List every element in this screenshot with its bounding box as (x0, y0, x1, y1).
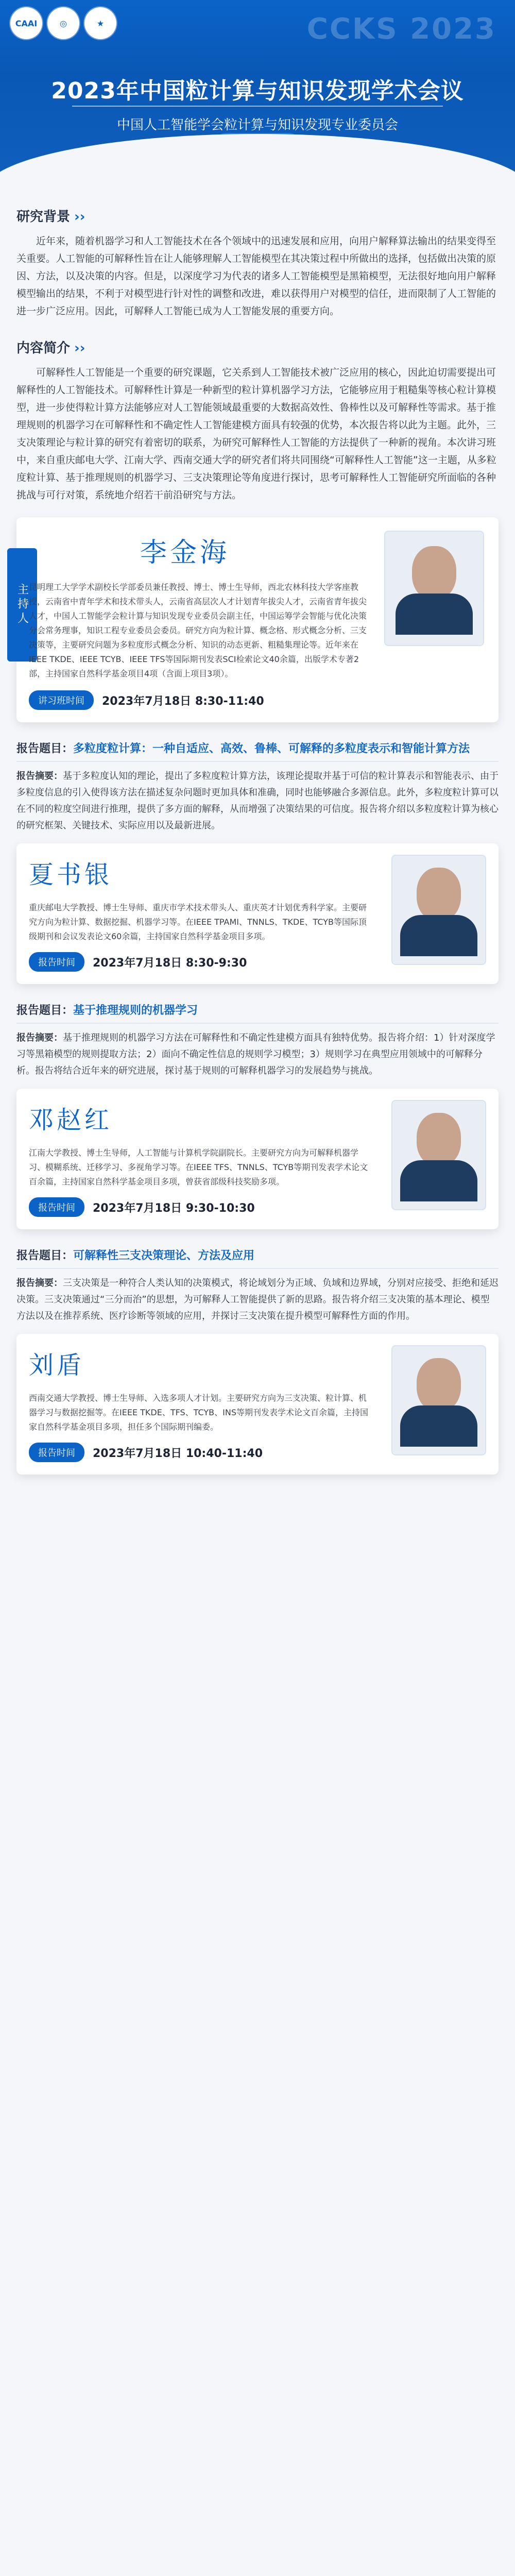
time-label: 报告时间 (29, 1443, 84, 1462)
summary-text: 基于推理规则的机器学习方法在可解释性和不确定性建模方面具有独特优势。报告将介绍：1）针对深度学习等黑箱模型的规则提取方法；2）面向不确定性信息的规则学习模型；3）规则学习在典型应用领域中的可解释分析。报告将结合近年来的研究进展，探讨基于规则的可解释机器学习的发展趋势与挑战。 (16, 1032, 495, 1076)
background-title: 研究背景 (16, 209, 71, 225)
summary-text: 三支决策是一种符合人类认知的决策模式，将论域划分为正域、负域和边界域，分别对应接受、拒绝和延迟决策。三支决策通过“三分而治”的思想，为可解释人工智能提供了新的思路。报告将介绍三支决策的基本理论、模型方法以及在推荐系统、医疗诊断等领域的应用，并探讨三支决策在提升模型可解释性方面的作用。 (16, 1278, 499, 1321)
divider (16, 1268, 499, 1269)
institution-logo-2 (47, 7, 79, 39)
year-watermark: CCKS 2023 (306, 12, 496, 46)
report-time: 2023年7月18日 10:40-11:40 (93, 1447, 263, 1460)
speaker-card (16, 1089, 499, 1229)
title-divider (72, 106, 443, 107)
content-title: 内容简介 (16, 341, 71, 356)
speaker-name: 刘盾 (29, 1351, 85, 1380)
report-title (16, 1247, 499, 1263)
time-label: 报告时间 (29, 1197, 84, 1217)
summary-label: 报告摘要： (16, 1032, 63, 1043)
report-topic: 基于推理规则的机器学习 (73, 1004, 198, 1017)
logo-text: ★ (96, 18, 105, 28)
report-2 (16, 1002, 499, 1229)
report-title-prefix: 报告题目： (16, 1004, 74, 1017)
report-topic: 多粒度粒计算：一种自适应、高效、鲁棒、可解释的多粒度表示和智能计算方法 (73, 742, 470, 755)
content-text: 可解释性人工智能是一个重要的研究课题，它关系到人工智能技术被广泛应用的核心，因此迫切需要提出可解释性的人工智能技术。可解释性计算是一种新型的粒计算机器学习方法，它能够应用于粗糙集等核心粒计算模型，进一步使得粒计算方法能够应对人工智能领域最重要的大数据高效性、鲁棒性以及可解释性等需求。基于推理规则的机器学习在可解释性和不确定性人工智能建模方面具有较强的优势，本次报告将以此为主题。此外，三支决策理论与粒计算的研究有着密切的联系，为研究可解释性人工智能的方法提供了一种新的视角。本次讲习班中，来自重庆邮电大学、江南大学、西南交通大学的研究者们将共同围绕“可解释性人工智能”这一主题，从多粒度粒计算、基于推理规则的机器学习、三支决策理论等角度进行探讨，思考可解释性人工智能研究所面临的各种挑战与可行对策，系统地介绍若干前沿研究与方法。 (16, 367, 496, 501)
header-banner (0, 0, 515, 185)
speaker-name: 邓赵红 (29, 1106, 113, 1134)
logo-text: ◎ (60, 18, 67, 28)
report-3 (16, 1247, 499, 1475)
chevron-right-icon: ›› (74, 209, 85, 225)
report-time: 2023年7月18日 8:30-9:30 (93, 956, 247, 970)
caai-logo (10, 7, 42, 39)
speaker-name: 夏书银 (29, 860, 113, 889)
host-tag: 主持人 (7, 548, 37, 662)
summary-label: 报告摘要： (16, 771, 63, 782)
speaker-bio: 西南交通大学教授、博士生导师、入选多项人才计划。主要研究方向为三支决策、粒计算、机器学习与数据挖掘等。在IEEE TKDE、TFS、TCYB、INS等期刊发表学术论文百余篇，主持国家自然科学基金项目多项，担任多个国际期刊编委。 (29, 1393, 369, 1432)
time-label: 讲习班时间 (29, 690, 94, 710)
time-label: 报告时间 (29, 952, 84, 972)
section-title (16, 206, 499, 225)
logo-text: CAAI (15, 18, 38, 28)
organizer: 中国人工智能学会粒计算与知识发现专业委员会 (116, 117, 398, 133)
host-bio: 昆明理工大学学术副校长学部委员兼任教授、博士、博士生导师，西北农林科技大学客座教授，云南省中青年学术和技术带头人，云南省高层次人才计划青年拔尖人才，云南省青年拔尖人才，中国人工智能学会粒计算与知识发现专业委员会副主任，中国运筹学会智能与优化决策分会常务理事，知识工程专业委员会委员。研究方向为粒计算、概念格、形式概念分析、三支决策等，主要研究问题为多粒度形式概念分析、知识的动态更新、粗糙集理论等。近年来在IEEE TKDE、IEEE TCYB、IEEE TFS等国际期刊发表SCI检索论文40余篇，出版学术专著2部，主持国家自然科学基金项目4项（含面上项目3项）。 (29, 582, 367, 679)
background-section (16, 185, 499, 320)
speaker-bio: 重庆邮电大学教授、博士生导师、重庆市学术技术带头人、重庆英才计划优秀科学家。主要研究方向为粒计算、数据挖掘、机器学习等。在IEEE TPAMI、TNNLS、TKDE、TCYB等国际顶级期刊和会议发表论文60余篇，主持国家自然科学基金项目多项。 (29, 903, 367, 941)
report-title-prefix: 报告题目： (16, 1249, 74, 1262)
background-text: 近年来，随着机器学习和人工智能技术在各个领域中的迅速发展和应用，向用户解释算法输出的结果变得至关重要。人工智能的可解释性旨在让人能够理解人工智能模型在其决策过程中所做出的选择，包括做出决策的原因、方法，以及决策的内容。但是，以深度学习为代表的诸多人工智能模型是黑箱模型，无法很好地向用户解释模型输出的结果，不利于对模型进行针对性的调整和改进，难以获得用户对模型的信任，进而限制了人工智能的进一步广泛应用。因此，可解释人工智能已成为人工智能发展的重要方向。 (16, 235, 496, 317)
summary-label: 报告摘要： (16, 1278, 63, 1289)
divider (16, 1023, 499, 1024)
conference-title: 2023年中国粒计算与知识发现学术会议 (51, 78, 464, 104)
speaker-card (16, 1334, 499, 1475)
report-title (16, 740, 499, 756)
report-summary (16, 768, 499, 834)
speaker-card (16, 843, 499, 984)
report-1 (16, 740, 499, 984)
session-time: 2023年7月18日 8:30-11:40 (102, 694, 264, 708)
report-summary (16, 1275, 499, 1325)
divider (16, 761, 499, 762)
host-name: 李金海 (140, 537, 230, 568)
institution-logo-3 (84, 7, 116, 39)
section-title (16, 337, 499, 357)
host-time-row (29, 690, 486, 710)
summary-text: 基于多粒度认知的理论，提出了多粒度粒计算方法，该理论提取并基于可信的粒计算表示和智能表示、由于多粒度信息的引入使得该方法在描述复杂问题时更加具体和准确，同时也能够融合多源信息。此外，多粒度粒计算可以在不同的粒度空间进行推理，提供了多方面的解释，从而增强了决策结果的可信度。报告将介绍以多粒度粒计算为核心的研究框架、关键技术、实际应用以及最新进展。 (16, 771, 499, 831)
report-title (16, 1002, 499, 1018)
logos (10, 7, 116, 39)
speaker-bio: 江南大学教授、博士生导师，人工智能与计算机学院副院长。主要研究方向为可解释机器学习、模糊系统、迁移学习、多视角学习等。在IEEE TFS、TNNLS、TCYB等期刊发表学术论文百余篇，主持国家自然科学基金项目多项，曾获省部级科技奖励多项。 (29, 1148, 368, 1187)
content-section (16, 320, 499, 504)
report-time: 2023年7月18日 9:30-10:30 (93, 1201, 255, 1215)
report-summary (16, 1030, 499, 1079)
host-card (16, 517, 499, 722)
chevron-right-icon: ›› (74, 341, 85, 356)
report-topic: 可解释性三支决策理论、方法及应用 (73, 1249, 255, 1262)
report-title-prefix: 报告题目： (16, 742, 74, 755)
